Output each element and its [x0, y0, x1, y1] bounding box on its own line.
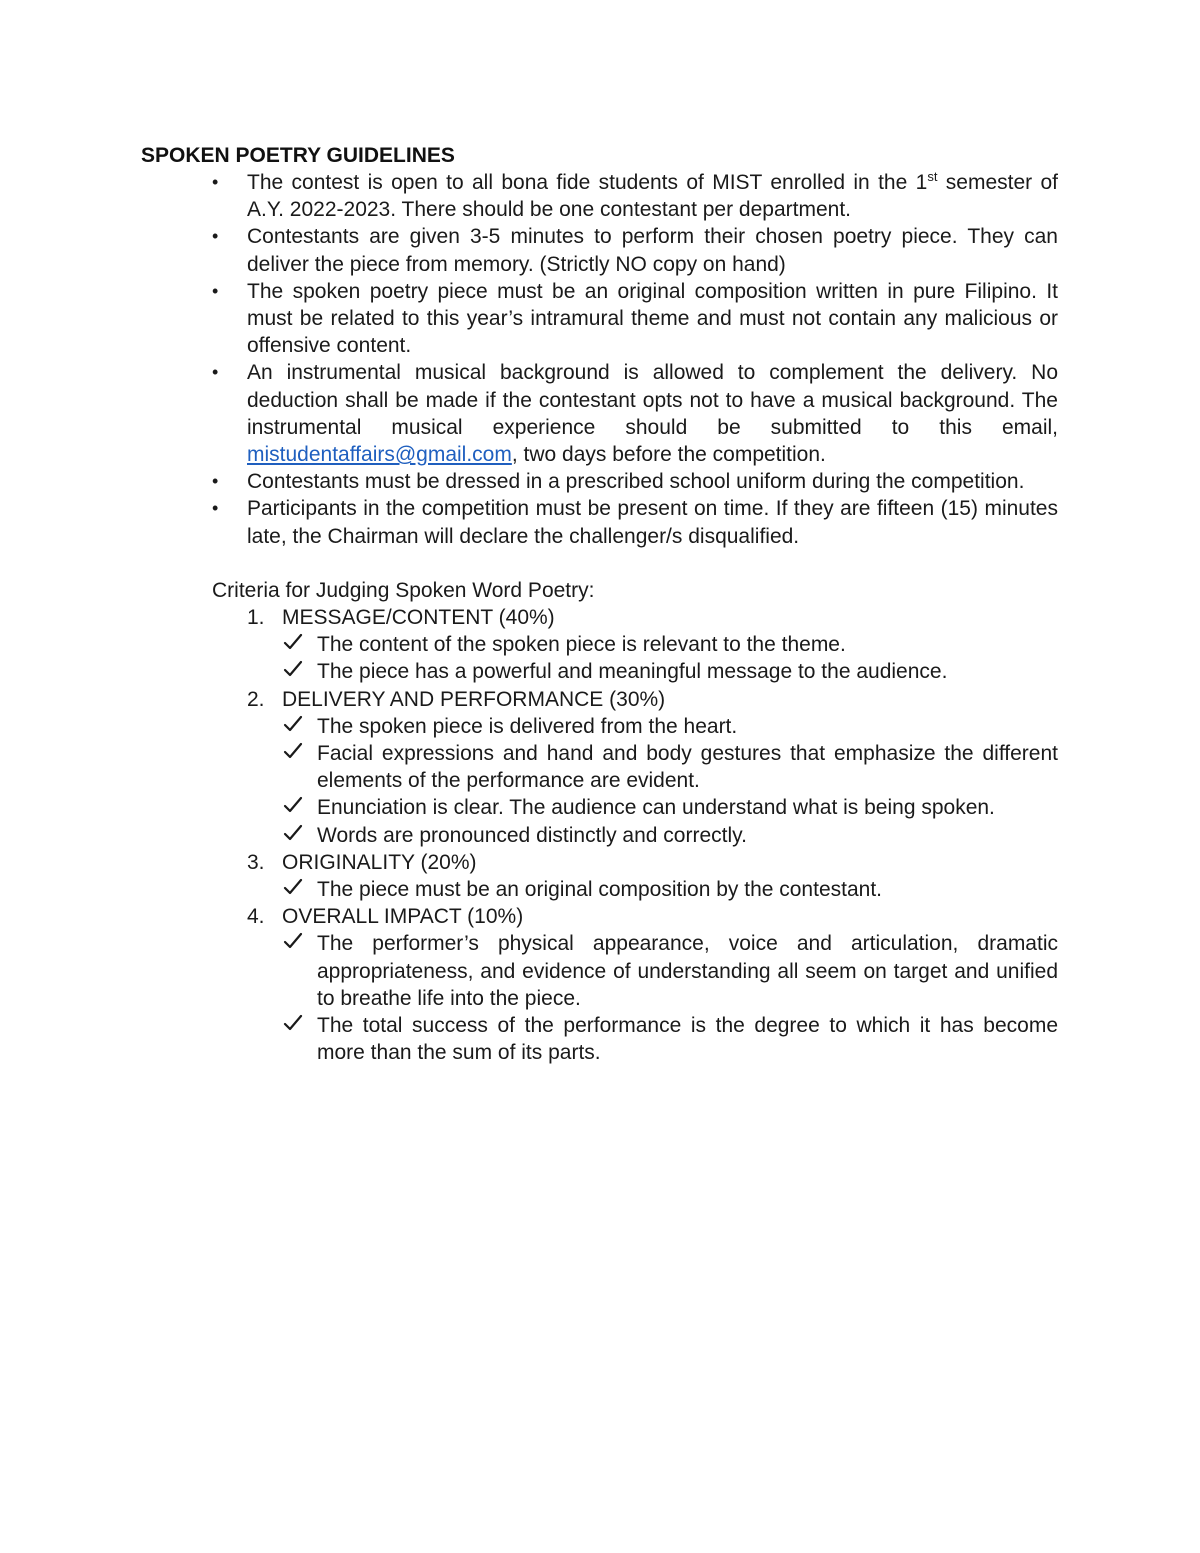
check-text: The total success of the performance is the degree to which it has become more than the sum of its parts. — [317, 1014, 1058, 1065]
criteria-list — [212, 604, 1058, 1066]
criteria-section — [141, 577, 1058, 1067]
guideline-text: Contestants must be dressed in a prescribed school uniform during the competition. — [247, 470, 1025, 494]
check-text: The content of the spoken piece is relevant to the theme. — [317, 633, 846, 657]
guideline-item — [141, 278, 1058, 360]
check-text: The performer’s physical appearance, voice and articulation, dramatic appropriateness, and evidence of understanding all seem on target and unified to breathe life into the piece. — [317, 932, 1058, 1010]
check-item — [212, 876, 1058, 903]
guideline-text: The contest is open to all bona fide students of MIST enrolled in the 1 — [247, 171, 928, 194]
guidelines-list — [141, 169, 1058, 550]
check-item — [212, 740, 1058, 794]
criterion-checklist — [212, 713, 1058, 849]
criterion-number: 3. — [247, 850, 265, 874]
criterion-number: 4. — [247, 905, 265, 929]
guideline-text: Contestants are given 3-5 minutes to perform their chosen poetry piece. They can deliver the piece from memory. (Strictly NO copy on hand) — [247, 225, 1058, 276]
guideline-text: semester of A.Y. 2022-2023. There should be one contestant per department. — [247, 171, 1058, 222]
checkmark-icon — [283, 1013, 303, 1033]
check-item — [212, 822, 1058, 849]
page-title: SPOKEN POETRY GUIDELINES — [141, 144, 455, 167]
check-text: Facial expressions and hand and body gestures that emphasize the different elements of the performance are evident. — [317, 742, 1058, 793]
criterion-title — [212, 849, 1058, 876]
guideline-item — [141, 169, 1058, 223]
criterion-item — [212, 604, 1058, 686]
check-item — [212, 631, 1058, 658]
criterion-label: OVERALL IMPACT (10%) — [282, 905, 524, 929]
criterion-label: ORIGINALITY (20%) — [282, 850, 477, 874]
checkmark-icon — [283, 714, 303, 734]
checkmark-icon — [283, 741, 303, 761]
criterion-checklist — [212, 876, 1058, 903]
check-item — [212, 930, 1058, 1012]
guideline-item — [141, 359, 1058, 468]
document-page — [141, 142, 1058, 1067]
check-item — [212, 713, 1058, 740]
bullet-icon: • — [212, 226, 219, 247]
check-item — [212, 658, 1058, 685]
checkmark-icon — [283, 931, 303, 951]
criterion-number: 2. — [247, 687, 265, 711]
guideline-text: , two days before the competition. — [511, 443, 826, 467]
checkmark-icon — [283, 795, 303, 815]
guideline-text: The spoken poetry piece must be an original composition written in pure Filipino. It must be related to this year’s intramural theme and must not contain any malicious or offensive content. — [247, 279, 1058, 358]
check-item — [212, 1012, 1058, 1066]
criterion-number: 1. — [247, 606, 265, 630]
criterion-checklist — [212, 930, 1058, 1066]
check-text: The spoken piece is delivered from the heart. — [317, 714, 738, 738]
guideline-item — [141, 468, 1058, 495]
criteria-heading: Criteria for Judging Spoken Word Poetry: — [212, 578, 595, 602]
guideline-item — [141, 495, 1058, 549]
criterion-title — [212, 686, 1058, 713]
guideline-text: An instrumental musical background is allowed to complement the delivery. No deduction shall be made if the contestant opts not to have a musical background. The instrumental musical experience should be submitted to this email, — [247, 361, 1058, 439]
checkmark-icon — [283, 877, 303, 897]
superscript: st — [927, 169, 938, 184]
check-text: Enunciation is clear. The audience can understand what is being spoken. — [317, 796, 995, 820]
checkmark-icon — [283, 632, 303, 652]
criterion-title — [212, 604, 1058, 631]
check-text: The piece must be an original composition by the contestant. — [317, 878, 882, 902]
bullet-icon: • — [212, 280, 219, 301]
checkmark-icon — [283, 659, 303, 679]
criterion-label: DELIVERY AND PERFORMANCE (30%) — [282, 687, 666, 711]
criterion-label: MESSAGE/CONTENT (40%) — [282, 606, 555, 630]
guideline-text: Participants in the competition must be present on time. If they are fifteen (15) minutes late, the Chairman will declare the challenger/s disqualified. — [247, 497, 1058, 548]
criterion-item — [212, 903, 1058, 1066]
criterion-item — [212, 686, 1058, 849]
check-item — [212, 794, 1058, 821]
guideline-item — [141, 223, 1058, 277]
email-link[interactable]: mistudentaffairs@gmail.com — [247, 443, 512, 467]
criterion-title — [212, 903, 1058, 930]
bullet-icon: • — [212, 471, 219, 492]
bullet-icon: • — [212, 498, 219, 519]
check-text: Words are pronounced distinctly and correctly. — [317, 823, 747, 847]
bullet-icon: • — [212, 362, 219, 383]
checkmark-icon — [283, 823, 303, 843]
criterion-item — [212, 849, 1058, 903]
bullet-icon: • — [212, 172, 219, 192]
check-text: The piece has a powerful and meaningful message to the audience. — [317, 660, 948, 684]
criterion-checklist — [212, 631, 1058, 685]
